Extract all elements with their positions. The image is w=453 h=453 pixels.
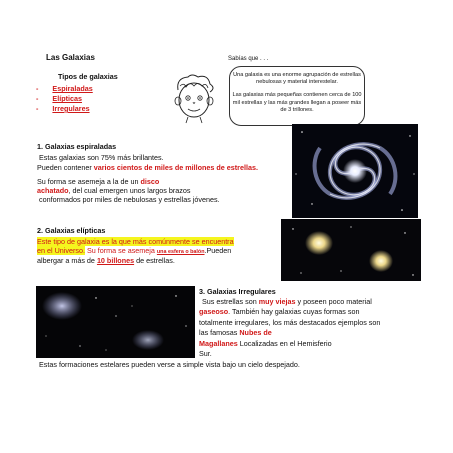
type-item-elipticas xyxy=(36,94,82,103)
bubble-text-1: Una galaxia es una enorme agrupación de estrellas nebulosas y material interestelar. xyxy=(233,72,361,86)
section1-line2: Pueden contener varios cientos de miles de millones de estrellas. xyxy=(37,163,258,172)
section1-heading: 1. Galaxias espiraladas xyxy=(37,142,117,151)
section2-line1: Este tipo de galaxia es la que más comúnmente se encuentra xyxy=(37,237,234,246)
section2-line3: albergar a más de 10 billones de estrellas. xyxy=(37,256,175,265)
section1-line1: Estas galaxias son 75% más brillantes. xyxy=(39,153,164,162)
section3-line5: Magallanes Localizadas en el Hemisferio xyxy=(199,339,332,348)
section2-line2: en el Universo. Su forma se asemeja una esfera o balón.Pueden xyxy=(37,246,232,255)
section3-closing: Estas formaciones estelares pueden verse a simple vista bajo un cielo despejado. xyxy=(39,360,300,369)
type-label: Irregulares xyxy=(52,104,90,113)
section3-heading: 3. Galaxias Irregulares xyxy=(199,287,276,296)
boy-face-icon xyxy=(170,72,220,124)
section3-line1: Sus estrellas son muy viejas y poseen poco material xyxy=(202,297,372,306)
irregular-galaxies-image xyxy=(36,286,195,358)
section3-line6: Sur. xyxy=(199,349,212,358)
section3-line4: las famosas Nubes de xyxy=(199,328,272,337)
page-title: Las Galaxias xyxy=(46,53,95,62)
type-label: Espiraladas xyxy=(52,84,93,93)
spiral-galaxy-image xyxy=(292,124,418,218)
type-item-espiraladas xyxy=(36,84,93,93)
speech-bubble xyxy=(229,66,365,126)
section3-line2: gaseoso. También hay galaxias cuyas formas son xyxy=(199,307,360,316)
types-heading: Tipos de galaxias xyxy=(58,72,118,81)
bullet: - xyxy=(36,84,39,93)
section1-line3: Su forma se asemeja a la de un disco xyxy=(37,177,160,186)
elliptical-galaxies-image xyxy=(281,219,421,281)
type-label: Elípticas xyxy=(52,94,82,103)
sabias-que-label: Sabías que . . . xyxy=(228,56,269,62)
section3-line3: totalmente irregulares, los más destacados ejemplos son xyxy=(199,318,381,327)
bubble-text-2: Las galaxias más pequeñas contienen cerca de 100 mil estrellas y las más grandes llegan a poseer más de 3 trillones. xyxy=(232,92,362,113)
bullet: - xyxy=(36,104,39,113)
bullet: - xyxy=(36,94,39,103)
type-item-irregulares xyxy=(36,104,90,113)
section2-heading: 2. Galaxias elípticas xyxy=(37,226,106,235)
section1-line5: conformados por miles de nebulosas y estrellas jóvenes. xyxy=(39,195,220,204)
section1-line4: achatado, del cual emergen unos largos brazos xyxy=(37,186,191,195)
